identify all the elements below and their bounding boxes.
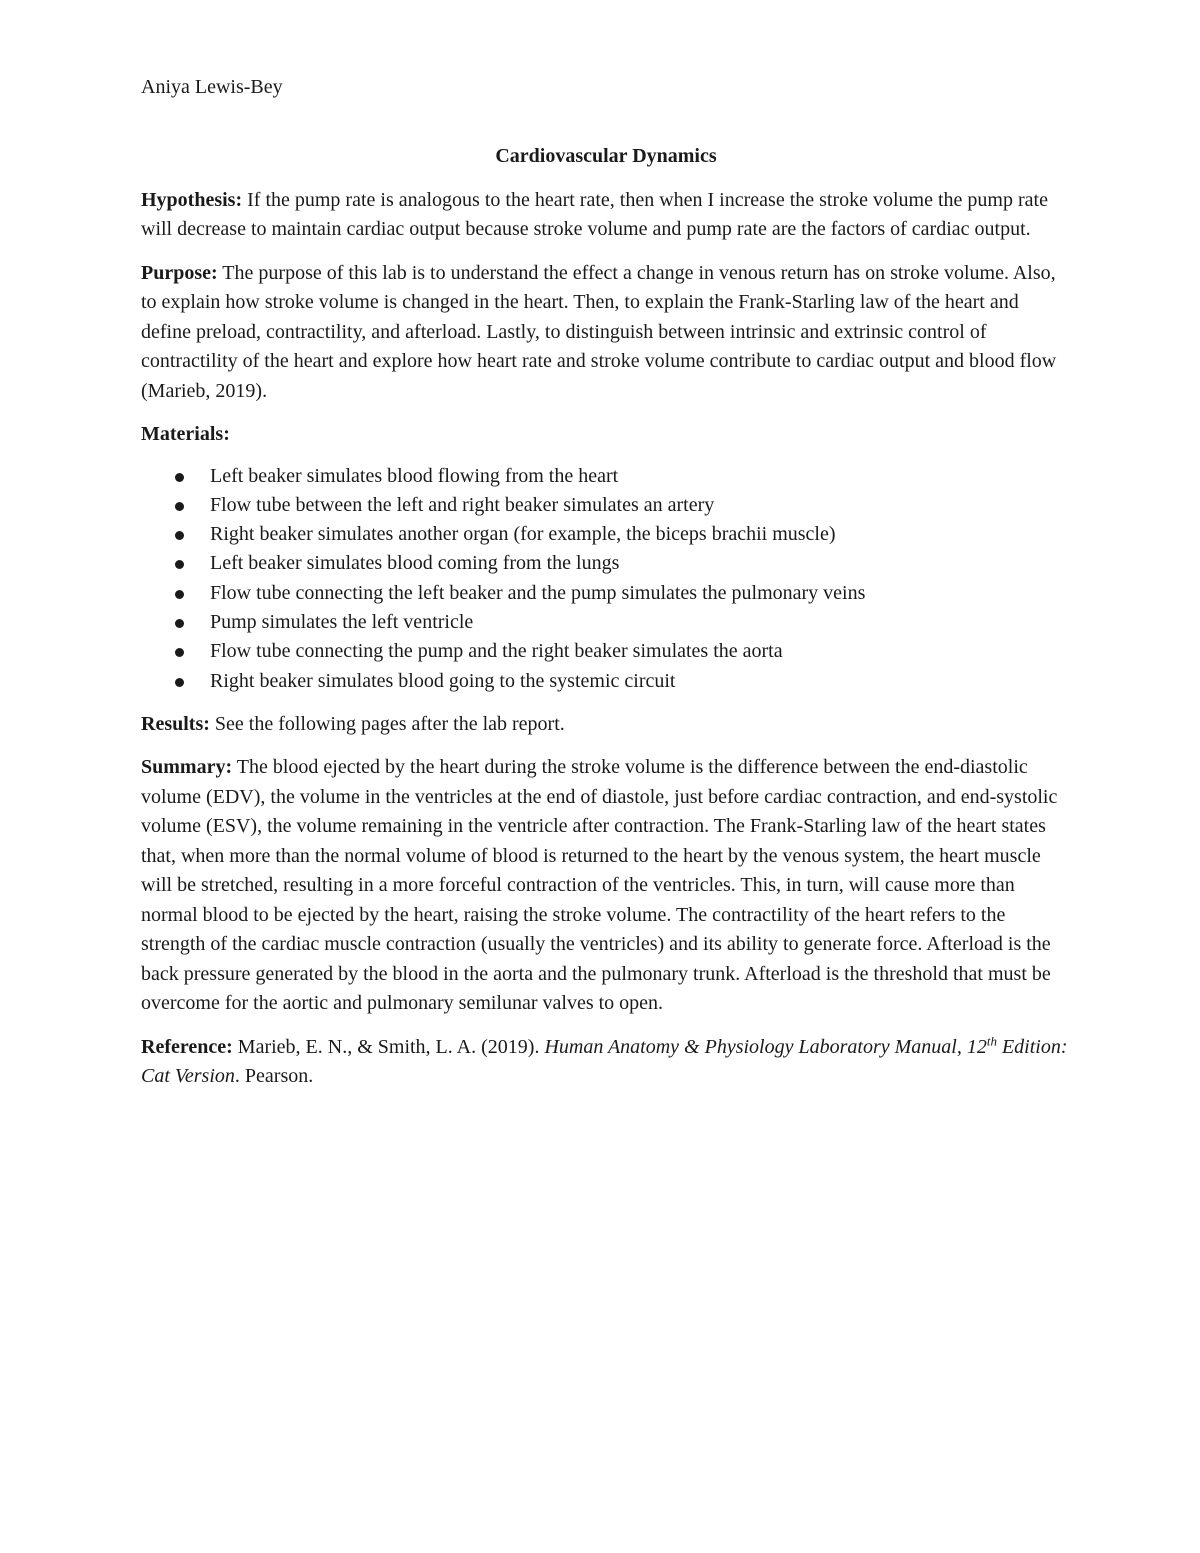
hypothesis-label: Hypothesis:: [141, 188, 243, 211]
bullet-icon: [175, 531, 184, 540]
document-body: [141, 142, 1071, 1106]
purpose-paragraph: [141, 259, 1071, 407]
results-paragraph: [141, 710, 1071, 740]
materials-label: Materials:: [141, 423, 230, 445]
list-item: Flow tube between the left and right beaker simulates an artery: [141, 491, 1071, 520]
results-label: Results:: [141, 712, 210, 735]
hypothesis-text: If the pump rate is analogous to the heart rate, then when I increase the stroke volume the pump rate will decrease to maintain cardiac output because stroke volume and pump rate are the factors of cardiac output.: [141, 188, 1048, 240]
hypothesis-paragraph: [141, 186, 1071, 245]
reference-paragraph: [141, 1033, 1071, 1092]
reference-publisher: . Pearson.: [234, 1065, 314, 1088]
reference-label: Reference:: [141, 1035, 233, 1058]
bullet-icon: [175, 502, 184, 511]
bullet-icon: [175, 648, 184, 657]
summary-text: The blood ejected by the heart during the stroke volume is the difference between the end-diastolic volume (EDV), the volume in the ventricles at the end of diastole, just before cardiac contraction, and end-systolic volume (ESV), the volume remaining in the ventricle after contraction. The Frank-Starling law of the heart states that, when more than the normal volume of blood is returned to the heart by the venous system, the heart muscle will be stretched, resulting in a more forceful contraction of the ventricles. This, in turn, will cause more than normal blood to be ejected by the heart, raising the stroke volume. The contractility of the heart refers to the strength of the cardiac muscle contraction (usually the ventricles) and its ability to generate force. Afterload is the back pressure generated by the blood in the aorta and the pulmonary trunk. Afterload is the threshold that must be overcome for the aortic and pulmonary semilunar valves to open.: [141, 756, 1058, 1015]
reference-superscript: th: [986, 1033, 997, 1049]
purpose-text: The purpose of this lab is to understand the effect a change in venous return has on stroke volume. Also, to explain how stroke volume is changed in the heart. Then, to explain the Frank-Starling law of the heart and define preload, contractility, and afterload. Lastly, to distinguish between intrinsic and extrinsic control of contractility of the heart and explore how heart rate and stroke volume contribute to cardiac output and blood flow (Marieb, 2019).: [141, 261, 1057, 402]
list-item: Pump simulates the left ventricle: [141, 608, 1071, 637]
reference-book-subtitle: Edition: Cat Version: [141, 1035, 1068, 1088]
bullet-icon: [175, 560, 184, 569]
purpose-label: Purpose:: [141, 261, 218, 284]
list-item: Left beaker simulates blood coming from the lungs: [141, 549, 1071, 578]
list-item: Right beaker simulates blood going to the systemic circuit: [141, 667, 1071, 696]
author-name: Aniya Lewis-Bey: [141, 76, 283, 98]
list-item: Flow tube connecting the pump and the right beaker simulates the aorta: [141, 637, 1071, 666]
summary-label: Summary:: [141, 756, 233, 779]
summary-paragraph: [141, 753, 1071, 1019]
list-item: Right beaker simulates another organ (for example, the biceps brachii muscle): [141, 520, 1071, 549]
list-item: Flow tube connecting the left beaker and the pump simulates the pulmonary veins: [141, 579, 1071, 608]
reference-authors: Marieb, E. N., & Smith, L. A. (2019).: [232, 1035, 545, 1058]
materials-list: [141, 462, 1071, 696]
results-text: See the following pages after the lab report.: [209, 712, 565, 735]
reference-book-title: Human Anatomy & Physiology Laboratory Manual, 12: [544, 1035, 987, 1058]
bullet-icon: [175, 473, 184, 482]
bullet-icon: [175, 619, 184, 628]
document-title: Cardiovascular Dynamics: [495, 145, 717, 167]
bullet-icon: [175, 678, 184, 687]
bullet-icon: [175, 590, 184, 599]
list-item: Left beaker simulates blood flowing from the heart: [141, 462, 1071, 491]
